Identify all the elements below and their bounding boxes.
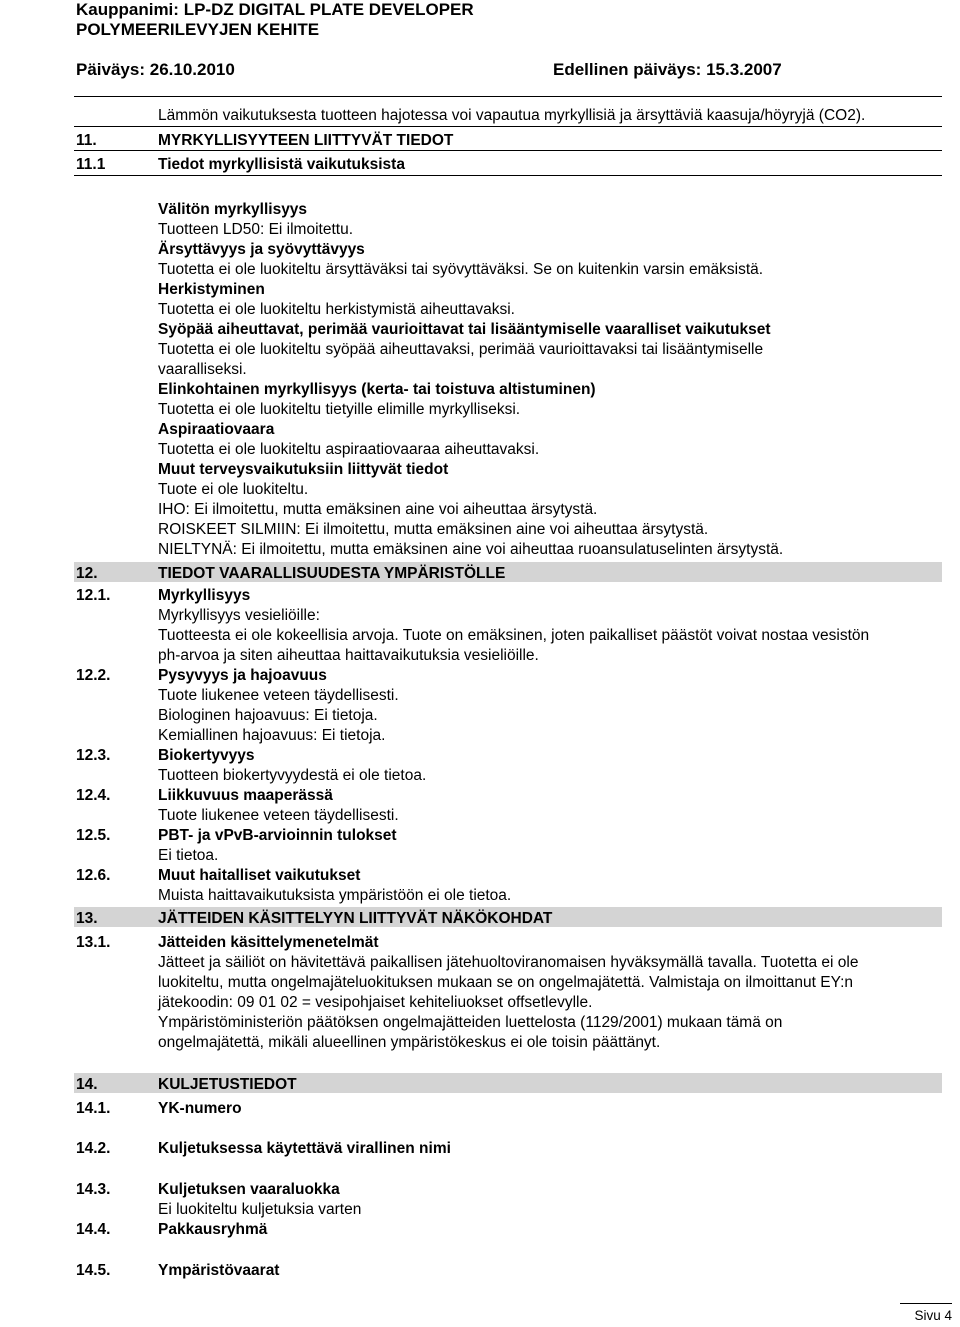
s14-text: Ei luokiteltu kuljetuksia varten xyxy=(158,1201,362,1218)
section-13-1-number: 13.1. xyxy=(76,934,111,951)
s11-heading: Ärsyttävyys ja syövyttävyys xyxy=(158,241,365,258)
section-14-1-title: YK-numero xyxy=(158,1100,242,1117)
section-12-6-title: Muut haitalliset vaikutukset xyxy=(158,867,361,884)
s12-text: Muista haittavaikutuksista ympäristöön ei ole tietoa. xyxy=(158,887,512,904)
s11-heading: Herkistyminen xyxy=(158,281,265,298)
company-value: LP-DZ DIGITAL PLATE DEVELOPER xyxy=(183,0,474,19)
s13-text: ongelmajätettä, mikäli alueellinen ympäristökeskus ei ole toisin päättänyt. xyxy=(158,1034,661,1051)
s13-text: Ympäristöministeriön päätöksen ongelmajätteiden luettelosta (1129/2001) mukaan tämä on xyxy=(158,1014,783,1031)
s11-text: Tuotteen LD50: Ei ilmoitettu. xyxy=(158,221,353,238)
s11-text: Tuotetta ei ole luokiteltu ärsyttäväksi tai syövyttäväksi. Se on kuitenkin varsin emäksistä. xyxy=(158,261,764,278)
section-12-number: 12. xyxy=(76,565,98,582)
section-12-5-number: 12.5. xyxy=(76,827,111,844)
s11-heading: Elinkohtainen myrkyllisyys (kerta- tai toistuva altistuminen) xyxy=(158,381,596,398)
page-number: Sivu 4 xyxy=(900,1303,952,1323)
section-14-2-title: Kuljetuksessa käytettävä virallinen nimi xyxy=(158,1140,451,1157)
section-14-3-number: 14.3. xyxy=(76,1181,111,1198)
section-12-3-number: 12.3. xyxy=(76,747,111,764)
section-12-title: TIEDOT VAARALLISUUDESTA YMPÄRISTÖLLE xyxy=(158,565,506,582)
s11-heading: Välitön myrkyllisyys xyxy=(158,201,308,218)
s11-heading: Aspiraatiovaara xyxy=(158,421,275,438)
s12-text: Tuotteen biokertyvyydestä ei ole tietoa. xyxy=(158,767,427,784)
section-14-5-title: Ympäristövaarat xyxy=(158,1262,280,1279)
rule-11-mid xyxy=(74,150,942,151)
s11-text: NIELTYNÄ: Ei ilmoitettu, mutta emäksinen aine voi aiheuttaa ruoansulatuselinten ärsytystä. xyxy=(158,541,784,558)
header-rule xyxy=(74,96,942,97)
section-12-4-title: Liikkuvuus maaperässä xyxy=(158,787,333,804)
s11-text: Tuotetta ei ole luokiteltu aspiraatiovaaraa aiheuttavaksi. xyxy=(158,441,540,458)
section-13-title: JÄTTEIDEN KÄSITTELYYN LIITTYVÄT NÄKÖKOHDAT xyxy=(158,910,553,927)
section-14-5-number: 14.5. xyxy=(76,1262,111,1279)
section-11-1-title: Tiedot myrkyllisistä vaikutuksista xyxy=(158,156,405,173)
header-date xyxy=(76,60,235,80)
header-product-line: POLYMEERILEVYJEN KEHITE xyxy=(76,20,320,39)
date-label: Päiväys: xyxy=(76,60,145,79)
section-11-1-number: 11.1 xyxy=(76,156,106,173)
header-company-line xyxy=(76,0,474,20)
section-12-1-title: Myrkyllisyys xyxy=(158,587,251,604)
section-13-1-title: Jätteiden käsittelymenetelmät xyxy=(158,934,379,951)
s11-text: Tuotetta ei ole luokiteltu syöpää aiheuttavaksi, perimää vaurioittavaksi tai lisääntymiselle xyxy=(158,341,764,358)
s12-text: Tuote liukenee veteen täydellisesti. xyxy=(158,807,399,824)
section-11-title: MYRKYLLISYYTEEN LIITTYVÄT TIEDOT xyxy=(158,132,454,149)
s11-text: vaaralliseksi. xyxy=(158,361,247,378)
s12-text: Ei tietoa. xyxy=(158,847,219,864)
header-prev-date xyxy=(553,60,782,80)
s12-text: Kemiallinen hajoavuus: Ei tietoja. xyxy=(158,727,386,744)
s12-text: Myrkyllisyys vesieliöille: xyxy=(158,607,320,624)
section-14-title: KULJETUSTIEDOT xyxy=(158,1076,297,1093)
section-12-2-number: 12.2. xyxy=(76,667,111,684)
section-12-1-number: 12.1. xyxy=(76,587,111,604)
s12-text: Biologinen hajoavuus: Ei tietoja. xyxy=(158,707,378,724)
s11-text: Tuotetta ei ole luokiteltu tietyille elimille myrkylliseksi. xyxy=(158,401,521,418)
section-14-2-number: 14.2. xyxy=(76,1140,111,1157)
section-13-number: 13. xyxy=(76,910,98,927)
company-label: Kauppanimi: xyxy=(76,0,179,19)
section-14-4-number: 14.4. xyxy=(76,1221,111,1238)
section-12-5-title: PBT- ja vPvB-arvioinnin tulokset xyxy=(158,827,397,844)
rule-11-bottom xyxy=(74,175,942,176)
rule-11-top xyxy=(74,126,942,127)
s13-text: Jätteet ja säiliöt on hävitettävä paikallisen jätehuoltoviranomaisen hyväksymällä tavalla. Tuotetta ei ole xyxy=(158,954,859,971)
s11-heading: Syöpää aiheuttavat, perimää vaurioittavat tai lisääntymiselle vaaralliset vaikutukset xyxy=(158,321,771,338)
s12-text: ph-arvoa ja siten aiheuttaa haittavaikutuksia vesieliöille. xyxy=(158,647,539,664)
s11-text: IHO: Ei ilmoitettu, mutta emäksinen aine voi aiheuttaa ärsytystä. xyxy=(158,501,598,518)
section-12-3-title: Biokertyvyys xyxy=(158,747,255,764)
section-14-number: 14. xyxy=(76,1076,98,1093)
intro-line: Lämmön vaikutuksesta tuotteen hajotessa voi vapautua myrkyllisiä ja ärsyttäviä kaasuja/höyryjä (CO2). xyxy=(158,107,866,124)
section-11-number: 11. xyxy=(76,132,97,149)
s12-text: Tuotteesta ei ole kokeellisia arvoja. Tuote on emäksinen, joten paikalliset päästöt voivat nostaa vesistön xyxy=(158,627,870,644)
section-12-2-title: Pysyvyys ja hajoavuus xyxy=(158,667,327,684)
section-14-4-title: Pakkausryhmä xyxy=(158,1221,268,1238)
s11-heading: Muut terveysvaikutuksiin liittyvät tiedot xyxy=(158,461,449,478)
s11-text: Tuotetta ei ole luokiteltu herkistymistä aiheuttavaksi. xyxy=(158,301,515,318)
s12-text: Tuote liukenee veteen täydellisesti. xyxy=(158,687,399,704)
section-14-1-number: 14.1. xyxy=(76,1100,111,1117)
section-14-3-title: Kuljetuksen vaaraluokka xyxy=(158,1181,340,1198)
s13-text: jätekoodin: 09 01 02 = vesipohjaiset kehiteliuokset offsetlevylle. xyxy=(158,994,593,1011)
section-12-6-number: 12.6. xyxy=(76,867,111,884)
prev-date-value: 15.3.2007 xyxy=(706,60,782,79)
prev-date-label: Edellinen päiväys: xyxy=(553,60,702,79)
s11-text: ROISKEET SILMIIN: Ei ilmoitettu, mutta emäksinen aine voi aiheuttaa ärsytystä. xyxy=(158,521,709,538)
section-12-4-number: 12.4. xyxy=(76,787,111,804)
s13-text: luokiteltu, mutta ongelmajäteluokituksen mukaan se on ongelmajätettä. Valmistaja on ilmoittanut EY:n xyxy=(158,974,854,991)
s11-text: Tuote ei ole luokiteltu. xyxy=(158,481,309,498)
date-value: 26.10.2010 xyxy=(149,60,235,79)
